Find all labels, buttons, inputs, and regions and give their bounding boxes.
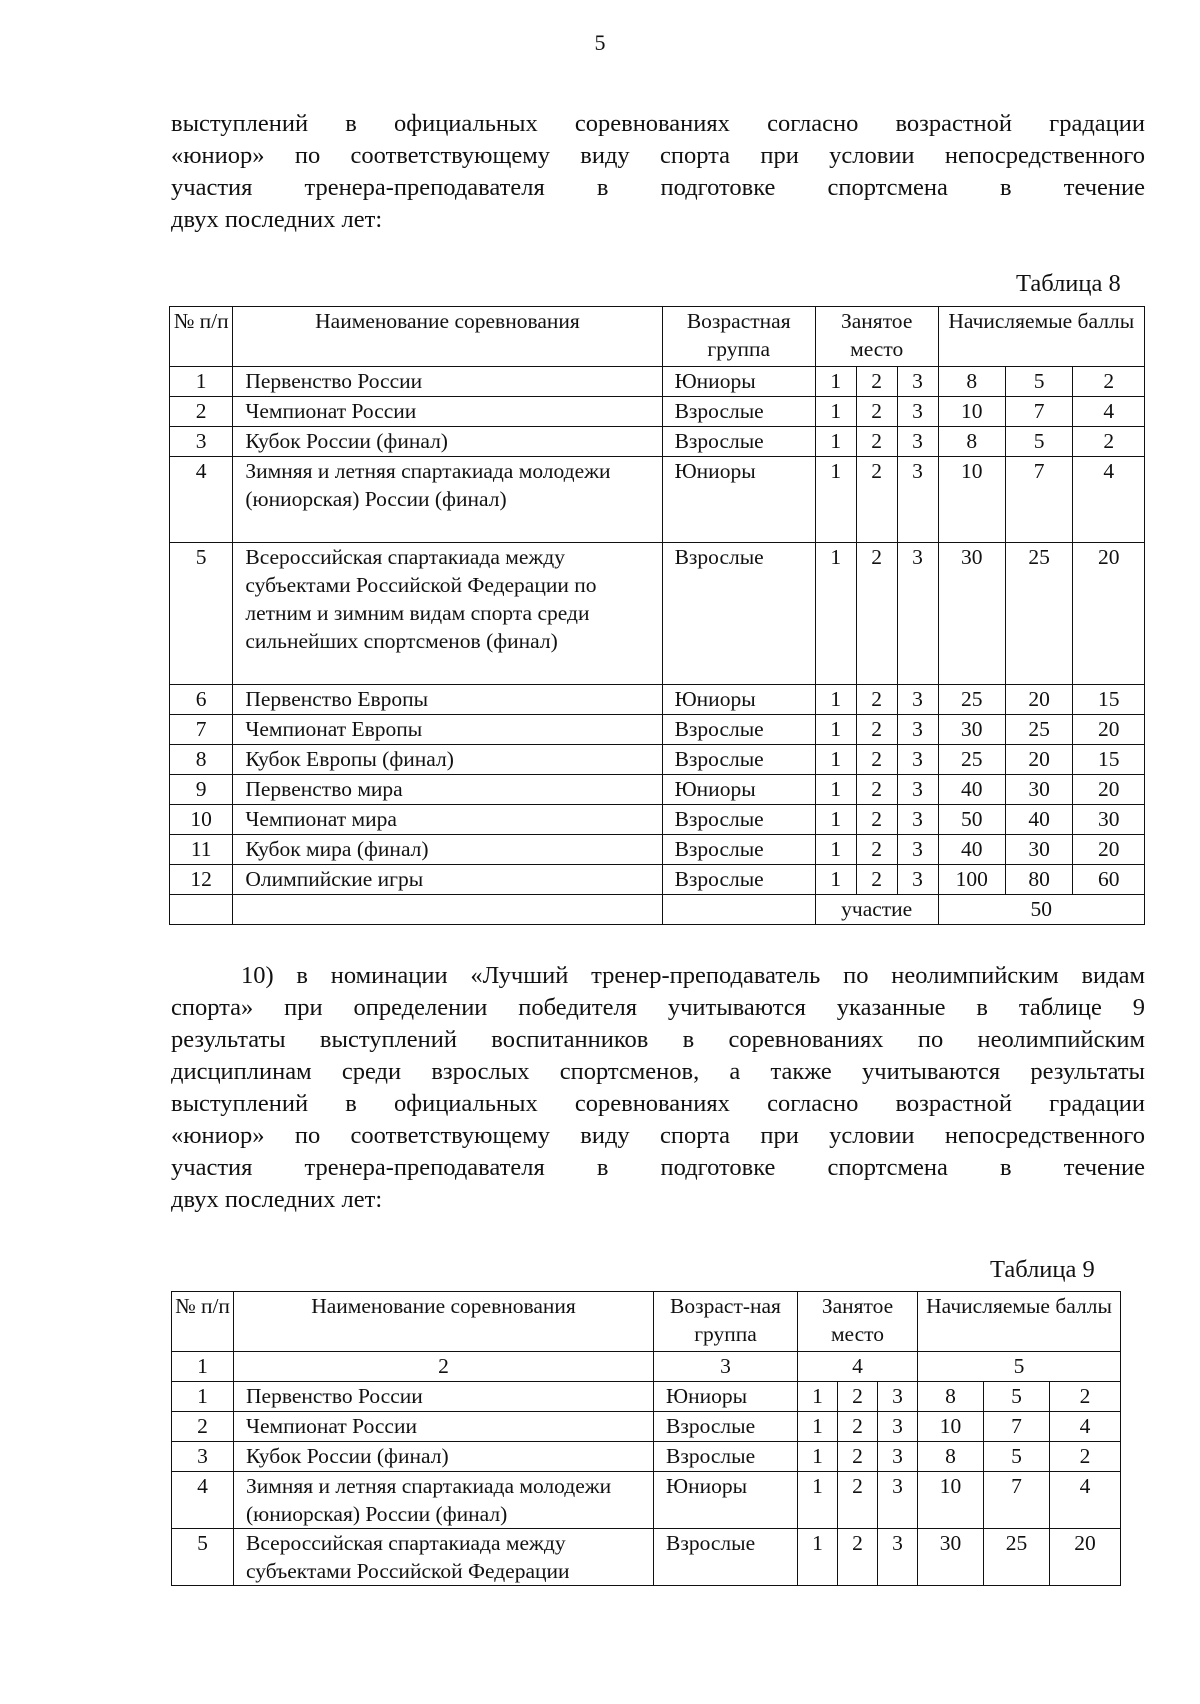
empty-cell — [662, 895, 815, 925]
competition-name: Первенство Европы — [233, 685, 662, 715]
row-number: 4 — [172, 1472, 234, 1529]
row-number: 1 — [170, 367, 233, 397]
table-row — [170, 715, 1145, 745]
points-cell: 7 — [1005, 397, 1072, 427]
age-group: Юниоры — [662, 685, 815, 715]
points-cell: 20 — [1073, 543, 1145, 685]
table-row — [170, 775, 1145, 805]
row-number: 5 — [172, 1529, 234, 1586]
age-group: Юниоры — [654, 1382, 798, 1412]
table-row — [170, 457, 1145, 543]
points-cell: 100 — [938, 865, 1005, 895]
points-cell: 20 — [1073, 775, 1145, 805]
header-num: № п/п — [170, 307, 233, 367]
points-cell: 40 — [938, 775, 1005, 805]
place-cell: 2 — [838, 1382, 878, 1412]
paragraph-10 — [171, 960, 1145, 1216]
place-cell: 1 — [815, 543, 856, 685]
table-row — [172, 1412, 1121, 1442]
age-group: Юниоры — [654, 1472, 798, 1529]
table9 — [171, 1291, 1121, 1586]
row-number: 2 — [170, 397, 233, 427]
row-number: 3 — [172, 1442, 234, 1472]
place-cell: 1 — [798, 1472, 838, 1529]
place-cell: 3 — [897, 427, 938, 457]
participation-label: участие — [815, 895, 938, 925]
place-cell: 2 — [838, 1529, 878, 1586]
paragraph-10-line: участия тренера-преподавателя в подготовке спортсмена в течение — [171, 1154, 1145, 1181]
competition-name: Чемпионат мира — [233, 805, 662, 835]
paragraph-10-line: спорта» при определении победителя учитываются указанные в таблице 9 — [171, 994, 1145, 1021]
place-cell: 1 — [815, 685, 856, 715]
points-cell: 20 — [1073, 715, 1145, 745]
intro-line: выступлений в официальных соревнованиях согласно возрастной градации — [171, 110, 1145, 137]
table-row — [170, 427, 1145, 457]
points-cell: 30 — [1073, 805, 1145, 835]
competition-name: Зимняя и летняя спартакиада молодежи (юниорская) России (финал) — [234, 1472, 654, 1529]
age-group: Взрослые — [662, 805, 815, 835]
place-cell: 2 — [856, 367, 897, 397]
points-cell: 8 — [918, 1442, 984, 1472]
age-group: Взрослые — [662, 865, 815, 895]
paragraph-10-line: 10) в номинации «Лучший тренер-преподаватель по неолимпийским видам — [241, 962, 1145, 989]
header-points: Начисляемые баллы — [918, 1292, 1121, 1352]
empty-cell — [170, 895, 233, 925]
points-cell: 25 — [984, 1529, 1050, 1586]
row-number: 3 — [170, 427, 233, 457]
header-num: № п/п — [172, 1292, 234, 1352]
page-number: 5 — [594, 30, 606, 55]
points-cell: 30 — [1005, 775, 1072, 805]
place-cell: 3 — [897, 457, 938, 543]
place-cell: 1 — [815, 835, 856, 865]
points-cell: 7 — [984, 1472, 1050, 1529]
age-group: Взрослые — [662, 835, 815, 865]
place-cell: 2 — [838, 1412, 878, 1442]
place-cell: 1 — [815, 457, 856, 543]
points-cell: 5 — [1005, 367, 1072, 397]
points-cell: 50 — [938, 805, 1005, 835]
place-cell: 3 — [897, 715, 938, 745]
place-cell: 2 — [838, 1472, 878, 1529]
points-cell: 4 — [1050, 1412, 1121, 1442]
column-number: 2 — [234, 1352, 654, 1382]
table-row — [170, 367, 1145, 397]
competition-name: Первенство России — [234, 1382, 654, 1412]
points-cell: 20 — [1005, 745, 1072, 775]
competition-name: Зимняя и летняя спартакиада молодежи (юниорская) России (финал) — [233, 457, 662, 543]
competition-name: Чемпионат Европы — [233, 715, 662, 745]
intro-paragraph — [171, 108, 1145, 236]
row-number: 1 — [172, 1382, 234, 1412]
competition-name: Чемпионат России — [234, 1412, 654, 1442]
points-cell: 10 — [918, 1412, 984, 1442]
competition-name: Кубок России (финал) — [233, 427, 662, 457]
table-row — [170, 835, 1145, 865]
header-points: Начисляемые баллы — [938, 307, 1145, 367]
age-group: Взрослые — [662, 745, 815, 775]
points-cell: 10 — [938, 397, 1005, 427]
place-cell: 1 — [815, 715, 856, 745]
table-row — [170, 543, 1145, 685]
place-cell: 2 — [856, 543, 897, 685]
row-number: 8 — [170, 745, 233, 775]
header-age-group: Возраст-ная группа — [654, 1292, 798, 1352]
empty-cell — [233, 895, 662, 925]
paragraph-10-line: результаты выступлений воспитанников в соревнованиях по неолимпийским — [171, 1026, 1145, 1053]
place-cell: 3 — [878, 1382, 918, 1412]
age-group: Юниоры — [662, 775, 815, 805]
place-cell: 3 — [878, 1529, 918, 1586]
competition-name: Кубок мира (финал) — [233, 835, 662, 865]
points-cell: 25 — [1005, 715, 1072, 745]
age-group: Взрослые — [662, 427, 815, 457]
points-cell: 40 — [938, 835, 1005, 865]
column-number: 1 — [172, 1352, 234, 1382]
place-cell: 3 — [897, 805, 938, 835]
participation-points: 50 — [938, 895, 1145, 925]
paragraph-10-line: выступлений в официальных соревнованиях согласно возрастной градации — [171, 1090, 1145, 1117]
header-place: Занятое место — [815, 307, 938, 367]
row-number: 4 — [170, 457, 233, 543]
column-number: 3 — [654, 1352, 798, 1382]
table-row — [170, 397, 1145, 427]
table8 — [169, 306, 1145, 925]
points-cell: 4 — [1073, 397, 1145, 427]
points-cell: 10 — [938, 457, 1005, 543]
points-cell: 8 — [938, 367, 1005, 397]
place-cell: 1 — [815, 805, 856, 835]
row-number: 2 — [172, 1412, 234, 1442]
row-number: 12 — [170, 865, 233, 895]
age-group: Взрослые — [662, 397, 815, 427]
place-cell: 2 — [856, 685, 897, 715]
place-cell: 1 — [798, 1382, 838, 1412]
age-group: Взрослые — [654, 1412, 798, 1442]
header-place: Занятое место — [798, 1292, 918, 1352]
row-number: 6 — [170, 685, 233, 715]
place-cell: 2 — [856, 397, 897, 427]
points-cell: 20 — [1005, 685, 1072, 715]
row-number: 9 — [170, 775, 233, 805]
place-cell: 1 — [815, 427, 856, 457]
competition-name: Чемпионат России — [233, 397, 662, 427]
table-row — [172, 1382, 1121, 1412]
competition-name: Всероссийская спартакиада между субъектами Российской Федерации — [234, 1529, 654, 1586]
age-group: Взрослые — [654, 1529, 798, 1586]
row-number: 10 — [170, 805, 233, 835]
row-number: 7 — [170, 715, 233, 745]
points-cell: 5 — [984, 1442, 1050, 1472]
points-cell: 10 — [918, 1472, 984, 1529]
table9-caption: Таблица 9 — [990, 1256, 1095, 1283]
points-cell: 25 — [938, 745, 1005, 775]
place-cell: 3 — [878, 1472, 918, 1529]
paragraph-10-line: дисциплинам среди взрослых спортсменов, а также учитываются результаты — [171, 1058, 1145, 1085]
intro-line: «юниор» по соответствующему виду спорта при условии непосредственного — [171, 142, 1145, 169]
age-group: Юниоры — [662, 457, 815, 543]
place-cell: 3 — [897, 835, 938, 865]
place-cell: 3 — [897, 685, 938, 715]
intro-line: двух последних лет: — [171, 206, 383, 233]
place-cell: 1 — [798, 1412, 838, 1442]
points-cell: 25 — [938, 685, 1005, 715]
paragraph-10-line: «юниор» по соответствующему виду спорта при условии непосредственного — [171, 1122, 1145, 1149]
points-cell: 5 — [984, 1382, 1050, 1412]
place-cell: 2 — [856, 865, 897, 895]
table8-caption: Таблица 8 — [1016, 270, 1121, 297]
place-cell: 2 — [856, 715, 897, 745]
competition-name: Первенство мира — [233, 775, 662, 805]
points-cell: 30 — [1005, 835, 1072, 865]
place-cell: 2 — [856, 775, 897, 805]
competition-name: Всероссийская спартакиада между субъектами Российской Федерации по летним и зимним видам спорта среди сильнейших спортсменов (финал) — [233, 543, 662, 685]
points-cell: 40 — [1005, 805, 1072, 835]
points-cell: 2 — [1073, 427, 1145, 457]
place-cell: 1 — [798, 1529, 838, 1586]
competition-name: Кубок Европы (финал) — [233, 745, 662, 775]
place-cell: 1 — [798, 1442, 838, 1472]
age-group: Взрослые — [662, 543, 815, 685]
place-cell: 3 — [897, 865, 938, 895]
table-row — [172, 1472, 1121, 1529]
points-cell: 8 — [938, 427, 1005, 457]
points-cell: 4 — [1073, 457, 1145, 543]
place-cell: 1 — [815, 865, 856, 895]
place-cell: 1 — [815, 775, 856, 805]
points-cell: 7 — [984, 1412, 1050, 1442]
place-cell: 3 — [878, 1412, 918, 1442]
points-cell: 4 — [1050, 1472, 1121, 1529]
points-cell: 25 — [1005, 543, 1072, 685]
table-row — [170, 865, 1145, 895]
column-number: 5 — [918, 1352, 1121, 1382]
place-cell: 2 — [856, 745, 897, 775]
points-cell: 30 — [938, 543, 1005, 685]
place-cell: 2 — [856, 805, 897, 835]
age-group: Юниоры — [662, 367, 815, 397]
place-cell: 3 — [897, 745, 938, 775]
points-cell: 80 — [1005, 865, 1072, 895]
place-cell: 2 — [856, 457, 897, 543]
intro-line: участия тренера-преподавателя в подготовке спортсмена в течение — [171, 174, 1145, 201]
place-cell: 3 — [897, 367, 938, 397]
place-cell: 1 — [815, 745, 856, 775]
place-cell: 3 — [878, 1442, 918, 1472]
points-cell: 30 — [938, 715, 1005, 745]
column-number: 4 — [798, 1352, 918, 1382]
points-cell: 60 — [1073, 865, 1145, 895]
competition-name: Первенство России — [233, 367, 662, 397]
points-cell: 20 — [1073, 835, 1145, 865]
header-name: Наименование соревнования — [233, 307, 662, 367]
place-cell: 3 — [897, 397, 938, 427]
table-row — [170, 745, 1145, 775]
points-cell: 7 — [1005, 457, 1072, 543]
paragraph-10-line: двух последних лет: — [171, 1186, 383, 1213]
points-cell: 5 — [1005, 427, 1072, 457]
row-number: 11 — [170, 835, 233, 865]
points-cell: 2 — [1050, 1442, 1121, 1472]
table-row — [170, 805, 1145, 835]
competition-name: Олимпийские игры — [233, 865, 662, 895]
points-cell: 8 — [918, 1382, 984, 1412]
place-cell: 1 — [815, 397, 856, 427]
row-number: 5 — [170, 543, 233, 685]
points-cell: 30 — [918, 1529, 984, 1586]
points-cell: 2 — [1050, 1382, 1121, 1412]
table-row — [170, 685, 1145, 715]
age-group: Взрослые — [662, 715, 815, 745]
table-row — [172, 1529, 1121, 1586]
place-cell: 1 — [815, 367, 856, 397]
table-row — [172, 1442, 1121, 1472]
age-group: Взрослые — [654, 1442, 798, 1472]
points-cell: 20 — [1050, 1529, 1121, 1586]
place-cell: 2 — [856, 835, 897, 865]
place-cell: 2 — [838, 1442, 878, 1472]
place-cell: 3 — [897, 775, 938, 805]
header-age-group: Возрастная группа — [662, 307, 815, 367]
points-cell: 15 — [1073, 685, 1145, 715]
place-cell: 3 — [897, 543, 938, 685]
header-name: Наименование соревнования — [234, 1292, 654, 1352]
points-cell: 15 — [1073, 745, 1145, 775]
points-cell: 2 — [1073, 367, 1145, 397]
competition-name: Кубок России (финал) — [234, 1442, 654, 1472]
place-cell: 2 — [856, 427, 897, 457]
